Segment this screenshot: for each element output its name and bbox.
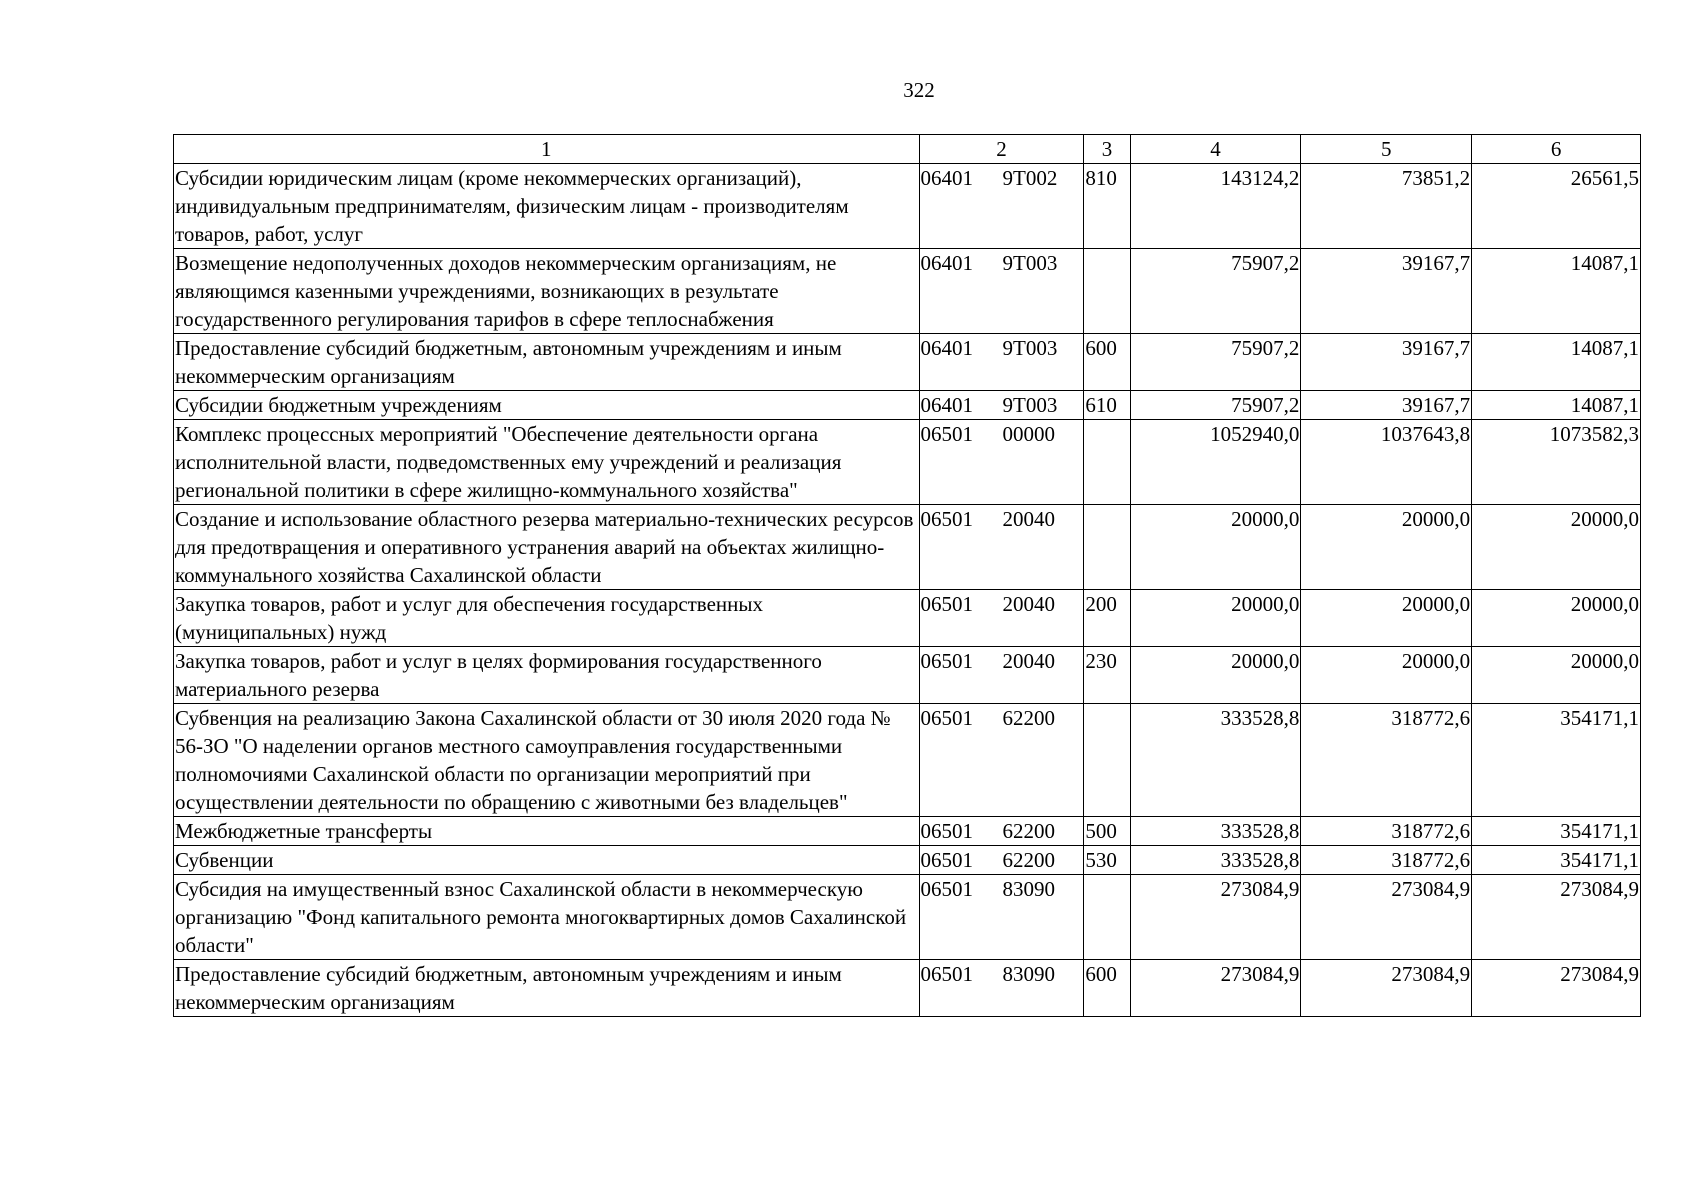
row-code-direction: 83090 (1002, 877, 1056, 901)
row-name: Субсидии юридическим лицам (кроме некоммерческих организаций), индивидуальным предпринимателям, физическим лицам - производителям товаров, работ, услуг (174, 164, 920, 249)
row-value-col5: 1037643,8 (1301, 420, 1472, 505)
row-code-program: 06501 (920, 507, 974, 531)
row-name: Возмещение недополученных доходов некоммерческим организациям, не являющимся казенными учреждениями, возникающих в результате государственного регулирования тарифов в сфере теплоснабжения (174, 249, 920, 334)
row-code-direction: 9Т003 (1002, 336, 1058, 360)
row-value-col5: 273084,9 (1301, 960, 1472, 1017)
row-name: Комплекс процессных мероприятий "Обеспечение деятельности органа исполнительной власти, подведомственных ему учреждений и реализация региональной политики в сфере жилищно-коммунального хозяйства" (174, 420, 920, 505)
table-row (174, 505, 1641, 590)
table-row (174, 249, 1641, 334)
row-value-col4: 20000,0 (1130, 505, 1301, 590)
row-value-col6: 20000,0 (1472, 647, 1641, 704)
row-expense-type: 610 (1084, 391, 1130, 420)
row-value-col5: 73851,2 (1301, 164, 1472, 249)
row-code (919, 590, 1084, 647)
table-row (174, 875, 1641, 960)
row-code-program: 06401 (920, 336, 974, 360)
row-name: Закупка товаров, работ и услуг в целях формирования государственного материального резерва (174, 647, 920, 704)
row-value-col6: 273084,9 (1472, 960, 1641, 1017)
row-code-direction: 83090 (1002, 962, 1056, 986)
row-code (919, 505, 1084, 590)
row-value-col6: 1073582,3 (1472, 420, 1641, 505)
row-value-col6: 20000,0 (1472, 590, 1641, 647)
row-code (919, 960, 1084, 1017)
row-value-col4: 333528,8 (1130, 846, 1301, 875)
row-name: Межбюджетные трансферты (174, 817, 920, 846)
table-row (174, 846, 1641, 875)
row-value-col4: 75907,2 (1130, 249, 1301, 334)
row-name: Субвенции (174, 846, 920, 875)
row-code (919, 704, 1084, 817)
row-expense-type: 600 (1084, 334, 1130, 391)
row-value-col4: 143124,2 (1130, 164, 1301, 249)
row-value-col4: 1052940,0 (1130, 420, 1301, 505)
row-value-col4: 75907,2 (1130, 391, 1301, 420)
budget-table (173, 134, 1641, 1017)
row-code (919, 420, 1084, 505)
table-row (174, 817, 1641, 846)
row-code-direction: 9Т002 (1002, 166, 1058, 190)
row-code-direction: 62200 (1002, 706, 1056, 730)
row-code-program: 06501 (920, 706, 974, 730)
row-expense-type: 810 (1084, 164, 1130, 249)
row-code-program: 06501 (920, 848, 974, 872)
row-value-col6: 14087,1 (1472, 249, 1641, 334)
table-row (174, 164, 1641, 249)
row-code-direction: 00000 (1002, 422, 1056, 446)
table-body (174, 164, 1641, 1017)
row-value-col6: 354171,1 (1472, 704, 1641, 817)
column-header: 6 (1472, 135, 1641, 164)
row-code (919, 846, 1084, 875)
row-expense-type (1084, 704, 1130, 817)
row-value-col4: 273084,9 (1130, 875, 1301, 960)
row-code-direction: 9Т003 (1002, 393, 1058, 417)
row-code-program: 06501 (920, 962, 974, 986)
table-row (174, 647, 1641, 704)
row-code-program: 06401 (920, 166, 974, 190)
column-header: 5 (1301, 135, 1472, 164)
row-name: Субсидии бюджетным учреждениям (174, 391, 920, 420)
row-value-col6: 14087,1 (1472, 334, 1641, 391)
row-name: Субсидия на имущественный взнос Сахалинской области в некоммерческую организацию "Фонд капитального ремонта многоквартирных домов Сахалинской области" (174, 875, 920, 960)
row-value-col5: 318772,6 (1301, 817, 1472, 846)
row-value-col5: 39167,7 (1301, 391, 1472, 420)
row-value-col5: 39167,7 (1301, 334, 1472, 391)
row-value-col4: 20000,0 (1130, 647, 1301, 704)
row-value-col5: 273084,9 (1301, 875, 1472, 960)
row-value-col6: 354171,1 (1472, 817, 1641, 846)
row-expense-type (1084, 875, 1130, 960)
row-name: Субвенция на реализацию Закона Сахалинской области от 30 июля 2020 года № 56-ЗО "О наделении органов местного самоуправления государственными полномочиями Сахалинской области по организации мероприятий при осуществлении деятельности по обращению с животными без владельцев" (174, 704, 920, 817)
row-value-col5: 20000,0 (1301, 505, 1472, 590)
row-code (919, 334, 1084, 391)
page-number: 322 (903, 78, 935, 102)
row-expense-type: 500 (1084, 817, 1130, 846)
row-value-col5: 20000,0 (1301, 647, 1472, 704)
row-name: Создание и использование областного резерва материально-технических ресурсов для предотвращения и оперативного устранения аварий на объектах жилищно-коммунального хозяйства Сахалинской области (174, 505, 920, 590)
row-code-program: 06501 (920, 819, 974, 843)
row-code-program: 06401 (920, 251, 974, 275)
row-name: Закупка товаров, работ и услуг для обеспечения государственных (муниципальных) нужд (174, 590, 920, 647)
row-value-col4: 75907,2 (1130, 334, 1301, 391)
row-code-program: 06401 (920, 393, 974, 417)
row-code (919, 391, 1084, 420)
row-code-direction: 62200 (1002, 819, 1056, 843)
row-code-direction: 20040 (1002, 507, 1056, 531)
table-row (174, 334, 1641, 391)
row-value-col4: 333528,8 (1130, 704, 1301, 817)
table-header-row (174, 135, 1641, 164)
row-value-col6: 273084,9 (1472, 875, 1641, 960)
column-header: 3 (1084, 135, 1130, 164)
row-code (919, 647, 1084, 704)
column-header: 2 (919, 135, 1084, 164)
row-expense-type: 200 (1084, 590, 1130, 647)
table-row (174, 960, 1641, 1017)
row-code (919, 164, 1084, 249)
row-value-col4: 273084,9 (1130, 960, 1301, 1017)
row-value-col5: 20000,0 (1301, 590, 1472, 647)
table-row (174, 704, 1641, 817)
table-row (174, 420, 1641, 505)
row-expense-type: 530 (1084, 846, 1130, 875)
row-code-direction: 62200 (1002, 848, 1056, 872)
row-value-col6: 14087,1 (1472, 391, 1641, 420)
row-name: Предоставление субсидий бюджетным, автономным учреждениям и иным некоммерческим организациям (174, 334, 920, 391)
row-code-direction: 20040 (1002, 592, 1056, 616)
row-value-col5: 318772,6 (1301, 704, 1472, 817)
row-value-col6: 26561,5 (1472, 164, 1641, 249)
table-row (174, 391, 1641, 420)
row-code (919, 875, 1084, 960)
row-value-col6: 20000,0 (1472, 505, 1641, 590)
column-header: 4 (1130, 135, 1301, 164)
row-code-program: 06501 (920, 877, 974, 901)
row-code-direction: 9Т003 (1002, 251, 1058, 275)
row-code-program: 06501 (920, 422, 974, 446)
row-code-direction: 20040 (1002, 649, 1056, 673)
row-value-col6: 354171,1 (1472, 846, 1641, 875)
row-expense-type: 600 (1084, 960, 1130, 1017)
row-value-col5: 318772,6 (1301, 846, 1472, 875)
row-expense-type (1084, 420, 1130, 505)
row-value-col5: 39167,7 (1301, 249, 1472, 334)
row-expense-type: 230 (1084, 647, 1130, 704)
row-code-program: 06501 (920, 592, 974, 616)
row-code (919, 817, 1084, 846)
column-header: 1 (174, 135, 920, 164)
row-code-program: 06501 (920, 649, 974, 673)
table-row (174, 590, 1641, 647)
row-expense-type (1084, 505, 1130, 590)
row-code (919, 249, 1084, 334)
row-name: Предоставление субсидий бюджетным, автономным учреждениям и иным некоммерческим организациям (174, 960, 920, 1017)
row-value-col4: 20000,0 (1130, 590, 1301, 647)
row-expense-type (1084, 249, 1130, 334)
row-value-col4: 333528,8 (1130, 817, 1301, 846)
